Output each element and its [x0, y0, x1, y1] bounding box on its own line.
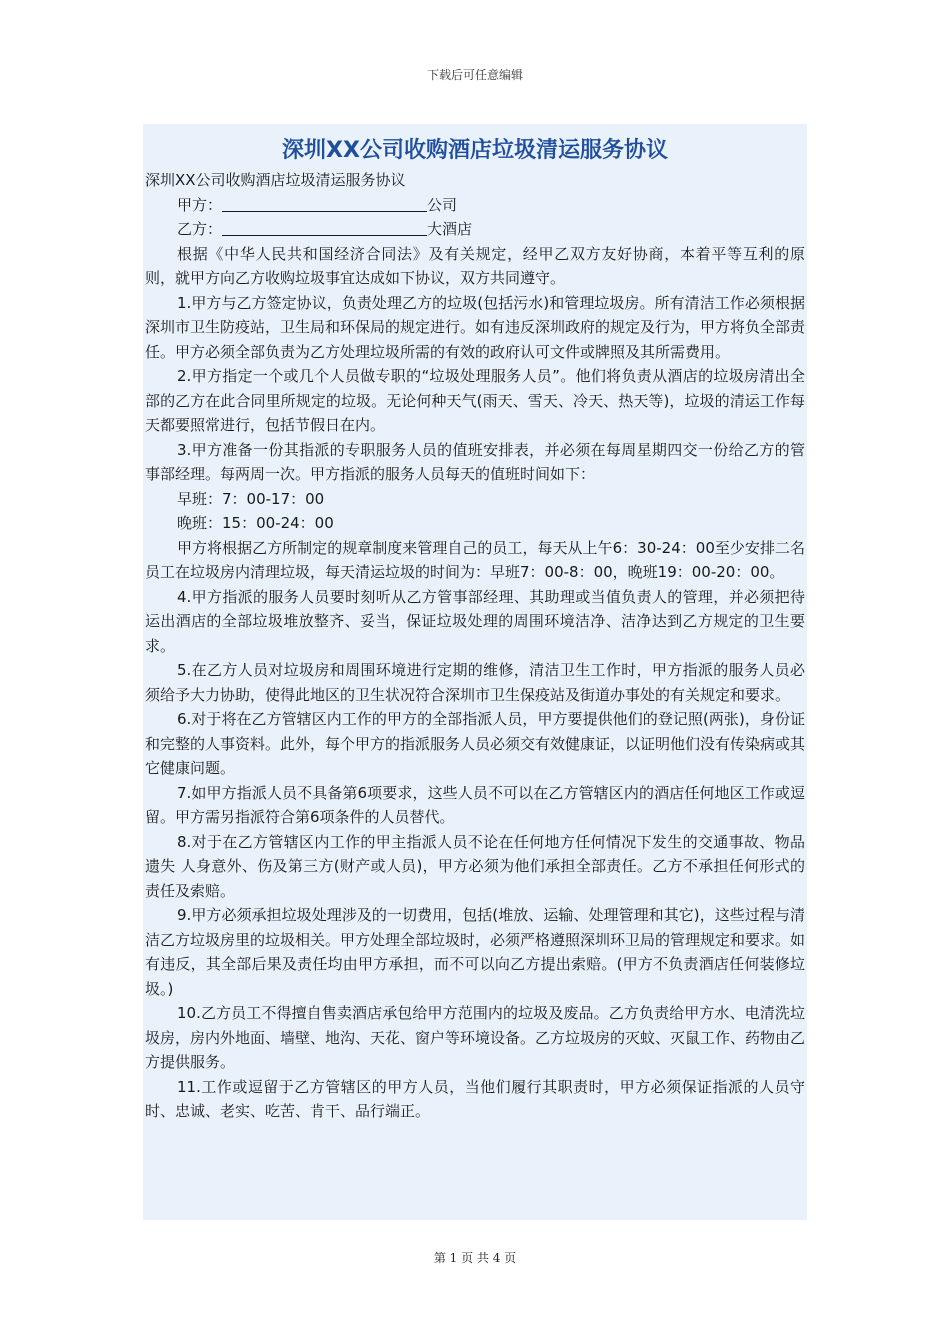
clause-5: 5.在乙方人员对垃圾房和周围环境进行定期的维修，清洁卫生工作时，甲方指派的服务人员必须给予大力协助，使得此地区的卫生状况符合深圳市卫生保疫站及街道办事处的有关规定和要求。: [145, 661, 805, 704]
clause-11: 11.工作或逗留于乙方管辖区的甲方人员，当他们履行其职责时，甲方必须保证指派的人员守时、忠诚、老实、吃苦、肯干、品行端正。: [145, 1077, 805, 1120]
document-subtitle: 深圳XX公司收购酒店垃圾清运服务协议: [145, 171, 406, 189]
clause-6: 6.对于将在乙方管辖区内工作的甲方的全部指派人员，甲方要提供他们的登记照(两张)，身份证和完整的人事资料。此外，每个甲方的指派服务人员必须交有效健康证，以证明他们没有传染病或其它健康问题。: [145, 710, 806, 777]
intro-paragraph: 根据《中华人民共和国经济合同法》及有关规定，经甲乙双方友好协商，本着平等互利的原则，就甲方向乙方收购垃圾事宜达成如下协议，双方共同遵守。: [145, 244, 805, 287]
schedule-note: 甲方将根据乙方所制定的规章制度来管理自己的员工，每天从上午6：30-24：00至少安排二名员工在垃圾房内清理垃圾，每天清运垃圾的时间为：早班7：00-8：00，晚班19：00-20：00。: [145, 538, 805, 581]
clause-9: 9.甲方必须承担垃圾处理涉及的一切费用，包括(堆放、运输、处理管理和其它)，这些过程与清洁乙方垃圾房里的垃圾相关。甲方处理全部垃圾时，必须严格遵照深圳环卫局的管理规定和要求。如有违反，其全部后果及责任均由甲方承担，而不可以向乙方提出索赔。(甲方不负责酒店任何装修垃圾。): [145, 906, 806, 998]
clause-10: 10.乙方员工不得擅自售卖酒店承包给甲方范围内的垃圾及废品。乙方负责给甲方水、电清洗垃圾房，房内外地面、墙壁、地沟、天花、窗户等环境设备。乙方垃圾房的灭蚊、灭鼠工作、药物由乙方提供服务。: [145, 1004, 806, 1071]
page-footer: 第 1 页 共 4 页: [433, 1251, 517, 1265]
clause-4: 4.甲方指派的服务人员要时刻听从乙方管事部经理、其助理或当值负责人的管理，并必须把待运出酒店的全部垃圾堆放整齐、妥当，保证垃圾处理的周围环境洁净、洁净达到乙方规定的卫生要求。: [145, 587, 805, 655]
document-title: 深圳XX公司收购酒店垃圾清运服务协议: [282, 138, 668, 163]
shift-morning: 早班：7：00-17：00: [177, 489, 325, 508]
clause-7: 7.如甲方指派人员不具备第6项要求，这些人员不可以在乙方管辖区内的酒店任何地区工作或逗留。甲方需另指派符合第6项条件的人员替代。: [145, 783, 805, 826]
shift-night: 晚班：15：00-24：00: [177, 514, 334, 532]
party-b-line: [145, 217, 805, 242]
party-a-line: [145, 193, 805, 218]
party-b-suffix: 大酒店: [427, 220, 473, 238]
party-a-suffix: 公司: [427, 195, 458, 214]
page-header-note: 下载后可任意编辑: [426, 68, 523, 82]
party-b-blank: [222, 218, 427, 236]
clause-3: 3.甲方准备一份其指派的专职服务人员的值班安排表，并必须在每周星期四交一份给乙方的管事部经理。每两周一次。甲方指派的服务人员每天的值班时间如下：: [145, 440, 805, 483]
document-body: [143, 124, 807, 1220]
clause-2: 2.甲方指定一个或几个人员做专职的“垃圾处理服务人员”。他们将负责从酒店的垃圾房清出全部的乙方在此合同里所规定的垃圾。无论何种天气(雨天、雪天、冷天、热天等)，垃圾的清运工作每天都要照常进行，包括节假日在内。: [145, 367, 805, 434]
party-a-blank: [222, 194, 427, 212]
party-a-label: 甲方：: [177, 195, 223, 214]
clause-1: 1.甲方与乙方签定协议，负责处理乙方的垃圾(包括污水)和管理垃圾房。所有清洁工作必须根据深圳市卫生防疫站，卫生局和环保局的规定进行。如有违反深圳政府的规定及行为，甲方将负全部责任。甲方必须全部负责为乙方处理垃圾所需的有效的政府认可文件或牌照及其所需费用。: [145, 293, 806, 361]
clause-8: 8.对于在乙方管辖区内工作的甲主指派人员不论在任何地方任何情况下发生的交通事故、物品遗失 人身意外、伤及第三方(财产或人员)，甲方必须为他们承担全部责任。乙方不承担任何形式的责任及索赔。: [145, 832, 805, 900]
party-b-label: 乙方：: [177, 220, 223, 238]
